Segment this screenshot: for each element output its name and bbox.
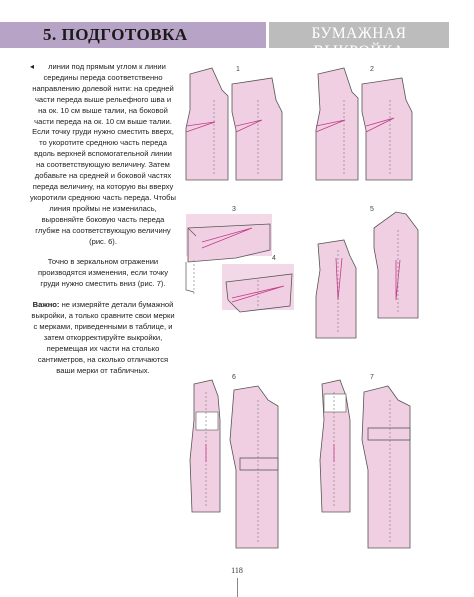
important-label: Важно: [32,300,60,310]
figure-2-label: 2 [370,66,374,73]
important-text: не измеряйте детали бумажной выкройки, а только сравните свои мерки с мерками, приведенными в таблице, и затем откорректируйте выкройки, перемещая их части на столько сантиметров, на сколько отличаются ваши мерки от табличных. [31,300,175,375]
figure-7-label: 7 [370,374,374,381]
figure-1-label: 1 [236,66,240,73]
figure-4-label: 4 [272,255,276,262]
bullet-arrow-icon: ◂ [30,62,35,71]
paragraph-2: Точно в зеркальном отражении производятся изменения, если точку груди нужно сместить вниз (рис. 7). [37,257,168,289]
section-title: 5. ПОДГОТОВКА [43,25,188,44]
figure-5 [316,206,418,338]
page-number: 118 [231,566,243,575]
figure-1 [186,66,282,180]
page-divider [237,578,238,597]
figure-3-label: 3 [232,206,236,213]
section-subtitle: БУМАЖНАЯ ВЫКРОЙКА [311,25,407,60]
paragraph-1: линии под прямым углом к линии середины переда соответственно направлению долевой нити: на средней части переда выше рельефного шва и на ок. 10 см выше талии, на боковой части переда на ок. 10 см выше талии. Если точку груди нужно сместить вверх, то укоротите среднюю часть переда вдоль верхней вспомогательной линии на соответствующую величину. Затем добавьте на средней и боковой частях переда величину, на которую вы вверху укоротили среднюю часть переда. Чтобы линия проймы не изменилась, выровняйте боковую часть переда глубже на соответствующую величину (рис. 6). [30,62,176,246]
figure-6 [190,374,278,548]
figure-4 [222,255,294,312]
figure-5-label: 5 [370,206,374,213]
figure-2 [316,66,412,180]
figure-6-label: 6 [232,374,236,381]
figure-7 [320,374,410,548]
